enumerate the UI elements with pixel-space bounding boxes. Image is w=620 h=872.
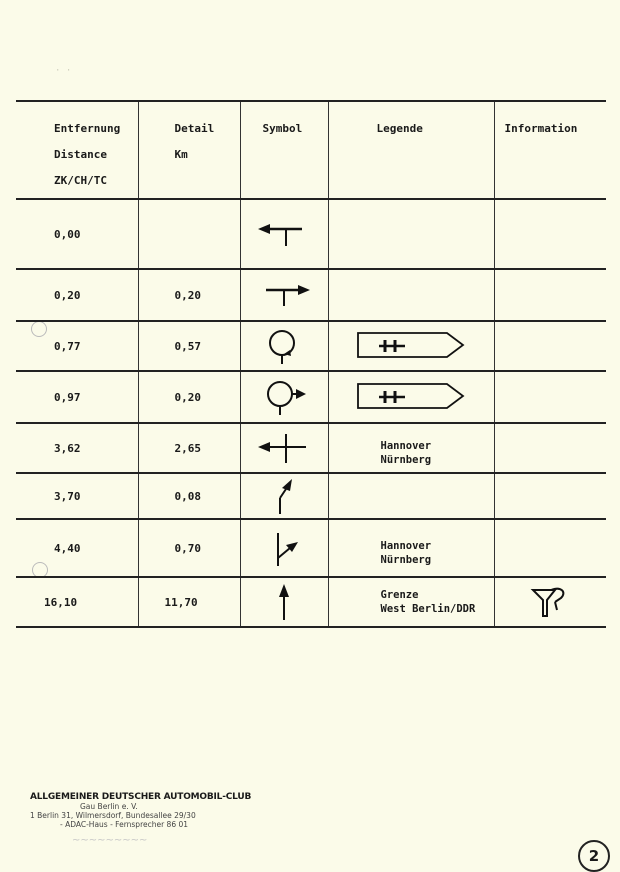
route-table — [16, 100, 606, 628]
fuel-pump-icon — [525, 582, 575, 620]
symbol-cell — [240, 577, 328, 627]
destination-name: Hannover — [380, 540, 432, 552]
info-cell — [494, 519, 606, 577]
destination-name: Grenze — [380, 589, 419, 601]
detail-unit-label: Km — [174, 148, 188, 161]
straight-arrow-icon — [254, 582, 314, 622]
club-name: ALLGEMEINER DEUTSCHER AUTOMOBIL-CLUB — [30, 792, 252, 802]
distance-cell: 16,10 — [16, 577, 138, 627]
info-cell — [494, 371, 606, 423]
destination-name: Hannover — [380, 440, 432, 452]
header-row — [16, 101, 606, 199]
destination-list — [329, 588, 494, 616]
table-row — [16, 321, 606, 371]
page-number: 2 — [578, 840, 610, 872]
detail-cell — [138, 199, 240, 269]
detail-cell: 0,20 — [138, 371, 240, 423]
destination-name: Nürnberg — [380, 554, 432, 566]
distance-cell: 0,77 — [16, 321, 138, 371]
table-row — [16, 577, 606, 627]
distance-cell: 3,62 — [16, 423, 138, 473]
bear-right-arrow-icon — [254, 476, 314, 516]
info-cell — [494, 199, 606, 269]
detail-header — [138, 101, 240, 199]
club-phone: - ADAC-Haus - Fernsprecher 86 01 — [60, 820, 189, 829]
detail-cell: 11,70 — [138, 577, 240, 627]
club-address-stamp — [30, 792, 251, 846]
faded-stamp: ~~~~~~~~~ — [72, 835, 148, 846]
motorway-sign-icon — [355, 381, 467, 411]
table-row — [16, 371, 606, 423]
distance-cell: 0,00 — [16, 199, 138, 269]
legend-cell — [328, 423, 494, 473]
paper-mark: · · — [55, 66, 72, 76]
symbol-cell — [240, 473, 328, 519]
info-cell — [494, 321, 606, 371]
club-address: 1 Berlin 31, Wilmersdorf, Bundesallee 29/30 — [30, 811, 196, 820]
symbol-cell — [240, 199, 328, 269]
turn-left-arrow-icon — [254, 219, 314, 249]
detail-cell: 2,65 — [138, 423, 240, 473]
symbol-header: Symbol — [240, 101, 328, 199]
detail-label: Detail — [174, 122, 215, 135]
table-row — [16, 519, 606, 577]
fork-right-arrow-icon — [254, 528, 314, 568]
destination-name: West Berlin/DDR — [380, 603, 476, 615]
legend-cell — [328, 321, 494, 371]
distance-cell: 0,20 — [16, 269, 138, 321]
info-cell — [494, 577, 606, 627]
destination-list — [329, 429, 494, 467]
table-row — [16, 423, 606, 473]
symbol-cell — [240, 269, 328, 321]
destination-name: Nürnberg — [380, 454, 432, 466]
distance-cell: 0,97 — [16, 371, 138, 423]
symbol-cell — [240, 371, 328, 423]
turn-right-arrow-icon — [254, 280, 314, 310]
destination-list — [329, 529, 494, 567]
table-row — [16, 473, 606, 519]
symbol-cell — [240, 423, 328, 473]
detail-cell: 0,20 — [138, 269, 240, 321]
legend-cell — [328, 371, 494, 423]
distance-unit-label: ZK/CH/TC — [54, 174, 107, 187]
distance-header — [16, 101, 138, 199]
detail-cell: 0,57 — [138, 321, 240, 371]
legend-cell — [328, 473, 494, 519]
distance-label-fr: Distance — [54, 148, 107, 161]
detail-cell: 0,70 — [138, 519, 240, 577]
legend-cell — [328, 519, 494, 577]
roundabout-right-icon — [254, 377, 314, 417]
motorway-sign-icon — [355, 330, 467, 360]
table-row — [16, 269, 606, 321]
info-cell — [494, 423, 606, 473]
info-cell — [494, 473, 606, 519]
table-row — [16, 199, 606, 269]
roundabout-straight-icon — [254, 326, 314, 366]
distance-cell: 3,70 — [16, 473, 138, 519]
legend-cell — [328, 199, 494, 269]
symbol-cell — [240, 519, 328, 577]
symbol-cell — [240, 321, 328, 371]
legend-cell — [328, 577, 494, 627]
distance-cell: 4,40 — [16, 519, 138, 577]
crossroad-left-icon — [254, 431, 314, 465]
distance-label: Entfernung — [54, 122, 121, 135]
information-header: Information — [494, 101, 606, 199]
detail-cell: 0,08 — [138, 473, 240, 519]
club-branch: Gau Berlin e. V. — [80, 802, 138, 811]
legend-cell — [328, 269, 494, 321]
legend-header: Legende — [328, 101, 494, 199]
info-cell — [494, 269, 606, 321]
